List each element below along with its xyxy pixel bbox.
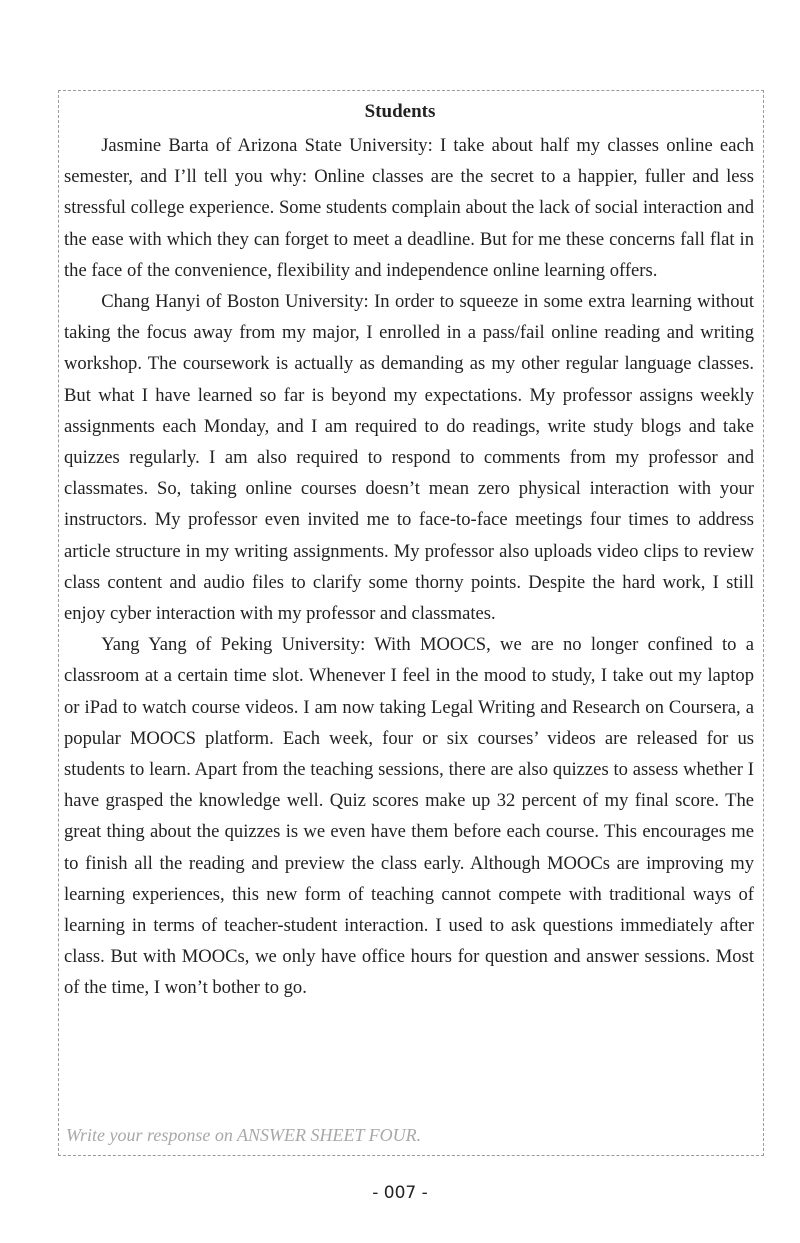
paragraph-chang-hanyi: Chang Hanyi of Boston University: In order to squeeze in some extra learning without taking the focus away from my major, I enrolled in a pass/fail online reading and writing workshop. The coursework is actually as demanding as my other regular language classes. But what I have learned so far is beyond my expectations. My professor assigns weekly assignments each Monday, and I am required to do readings, write study blogs and take quizzes regularly. I am also required to respond to comments from my professor and classmates. So, taking online courses doesn’t mean zero physical interaction with your instructors. My professor even invited me to face-to-face meetings four times to address article structure in my writing assignments. My professor also uploads video clips to review class content and audio files to clarify some thorny points. Despite the hard work, I still enjoy cyber interaction with my professor and classmates. [64, 291, 754, 625]
answer-sheet-instruction: Write your response on ANSWER SHEET FOUR. [66, 1125, 422, 1145]
paragraph-jasmine-barta: Jasmine Barta of Arizona State University: I take about half my classes online each semester, and I’ll tell you why: Online classes are the secret to a happier, fuller and less stressful college experience. Some students complain about the lack of social interaction and the ease with which they can forget to meet a deadline. But for me these concerns fall flat in the face of the convenience, flexibility and independence online learning offers. [64, 135, 754, 281]
page-number: - 007 - [372, 1183, 428, 1203]
article-body [64, 130, 754, 1004]
section-title: Students [364, 101, 436, 122]
paragraph-yang-yang: Yang Yang of Peking University: With MOOCS, we are no longer confined to a classroom at a certain time slot. Whenever I feel in the mood to study, I take out my laptop or iPad to watch course videos. I am now taking Legal Writing and Research on Coursera, a popular MOOCS platform. Each week, four or six courses’ videos are released for us students to learn. Apart from the teaching sessions, there are also quizzes to assess whether I have grasped the knowledge well. Quiz scores make up 32 percent of my final score. The great thing about the quizzes is we even have them before each course. This encourages me to finish all the reading and preview the class early. Although MOOCs are improving my learning experiences, this new form of teaching cannot compete with traditional ways of learning in terms of teacher-student interaction. I used to ask questions immediately after class. But with MOOCs, we only have office hours for question and answer sessions. Most of the time, I won’t bother to go. [64, 634, 754, 999]
